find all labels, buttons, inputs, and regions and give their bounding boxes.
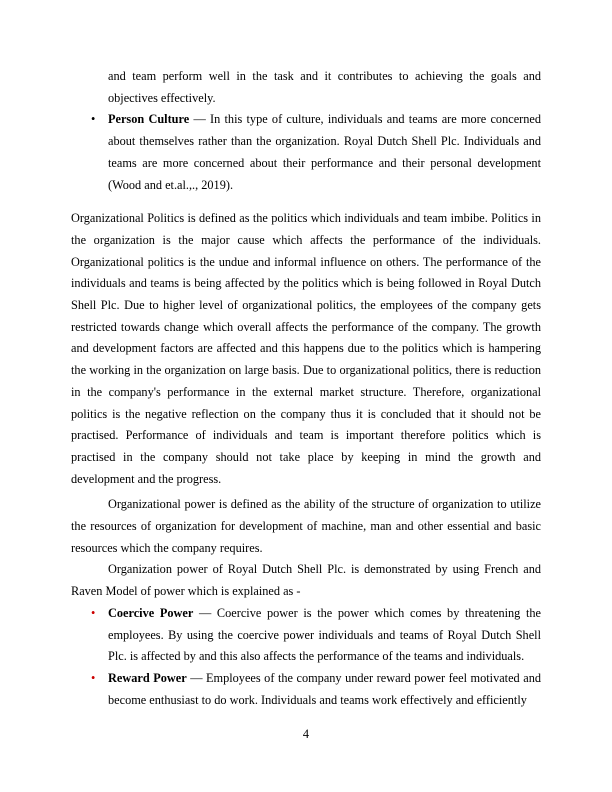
bullet-icon: • [91, 670, 96, 685]
bullet-term: Coercive Power [108, 605, 194, 620]
bullet-icon: • [91, 605, 96, 620]
bullet-text: — Coercive power is the power which comes by threatening the employees. By using the coercive power individuals and teams of Royal Dutch Shell Plc. is affected by and this also affects the performance of the teams and individuals. [108, 605, 541, 664]
paragraph-organizational-power: Organizational power is defined as the ability of the structure of organization to utilize the resources of organization for development of machine, man and other essential and basic resources which the company requires. [71, 497, 541, 555]
bullet-term: Reward Power [108, 670, 187, 685]
bullet-text: — In this type of culture, individuals and teams are more concerned about themselves rather than the organization. Royal Dutch Shell Plc. Individuals and teams are more concerned about their performance and their personal development (Wood and et.al.,., 2019). [108, 112, 541, 192]
page-number: 4 [302, 727, 310, 742]
bullet-icon: • [91, 112, 96, 127]
power-bullet-list [71, 603, 541, 712]
paragraph-organizational-politics: Organizational Politics is defined as the politics which individuals and team imbibe. Politics in the organization is the major cause which affects the performance of the individuals. Organizational politics is the undue and informal influence on others. The performance of the individuals and teams is being affected by the politics which is being followed in Royal Dutch Shell Plc. Due to higher level of organizational politics, the employees of the company gets restricted towards change which overall affects the performance of the company. The growth and development factors are affected and this happens due to the politics which is hampering the working in the organization on large basis. Due to organizational politics, there is reduction in the company's performance in the external market structure. Therefore, organizational politics is the negative reflection on the company thus it is concluded that it should not be practised. Performance of individuals and team is important therefore politics which is practised in the company should not take place by keeping in mind the growth and development and the progress. [71, 211, 541, 486]
paragraph-continuation: and team perform well in the task and it contributes to achieving the goals and objectives effectively. [108, 69, 541, 105]
bullet-text: — Employees of the company under reward power feel motivated and become enthusiast to do work. Individuals and teams work effectively and efficiently [108, 670, 541, 707]
bullet-term: Person Culture [108, 112, 190, 127]
culture-bullet-list [71, 109, 541, 196]
paragraph-french-raven-model: Organization power of Royal Dutch Shell Plc. is demonstrated by using French and Raven Model of power which is explained as - [71, 562, 541, 599]
document-content [71, 66, 541, 711]
list-item-coercive-power [71, 603, 541, 668]
list-item-person-culture [71, 109, 541, 196]
list-item-reward-power [71, 668, 541, 711]
